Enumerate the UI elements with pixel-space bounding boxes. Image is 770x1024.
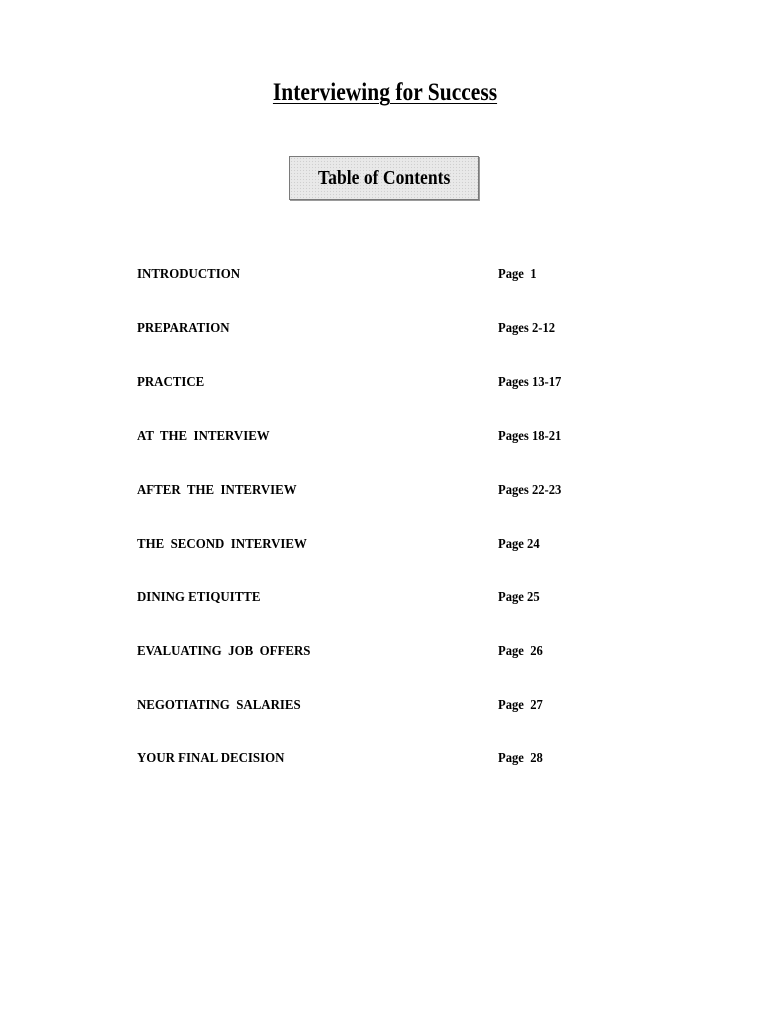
toc-section-title: NEGOTIATING SALARIES [137,698,301,713]
toc-entry-dining-etiquette [0,588,770,608]
toc-entry-practice [0,373,770,393]
toc-section-title: PRACTICE [137,375,205,390]
toc-page-reference: Pages 22-23 [498,483,562,498]
toc-section-title: DINING ETIQUITTE [137,590,261,605]
toc-entry-second-interview [0,535,770,555]
toc-entry-preparation [0,319,770,339]
toc-page-reference: Page 25 [498,590,540,605]
toc-page-reference: Page 27 [498,698,543,713]
document-title: Interviewing for Success [272,79,498,106]
toc-entry-after-the-interview [0,481,770,501]
toc-entry-negotiating-salaries [0,696,770,716]
table-of-contents-heading-box [289,156,479,200]
toc-page-reference: Pages 13-17 [498,375,562,390]
toc-section-title: AT THE INTERVIEW [137,429,270,444]
toc-section-title: PREPARATION [137,321,230,336]
table-of-contents-heading: Table of Contents [317,166,451,189]
toc-page-reference: Pages 18-21 [498,429,562,444]
toc-section-title: YOUR FINAL DECISION [137,751,285,766]
toc-page-reference: Page 26 [498,644,543,659]
toc-page-reference: Page 1 [498,267,537,282]
toc-section-title: AFTER THE INTERVIEW [137,483,297,498]
toc-page-reference: Page 28 [498,751,543,766]
toc-page-reference: Page 24 [498,537,540,552]
toc-section-title: INTRODUCTION [137,267,241,282]
toc-page-reference: Pages 2-12 [498,321,556,336]
toc-entry-final-decision [0,749,770,769]
toc-section-title: EVALUATING JOB OFFERS [137,644,311,659]
toc-entry-evaluating-job-offers [0,642,770,662]
toc-section-title: THE SECOND INTERVIEW [137,537,307,552]
toc-entry-introduction [0,265,770,285]
toc-entry-at-the-interview [0,427,770,447]
